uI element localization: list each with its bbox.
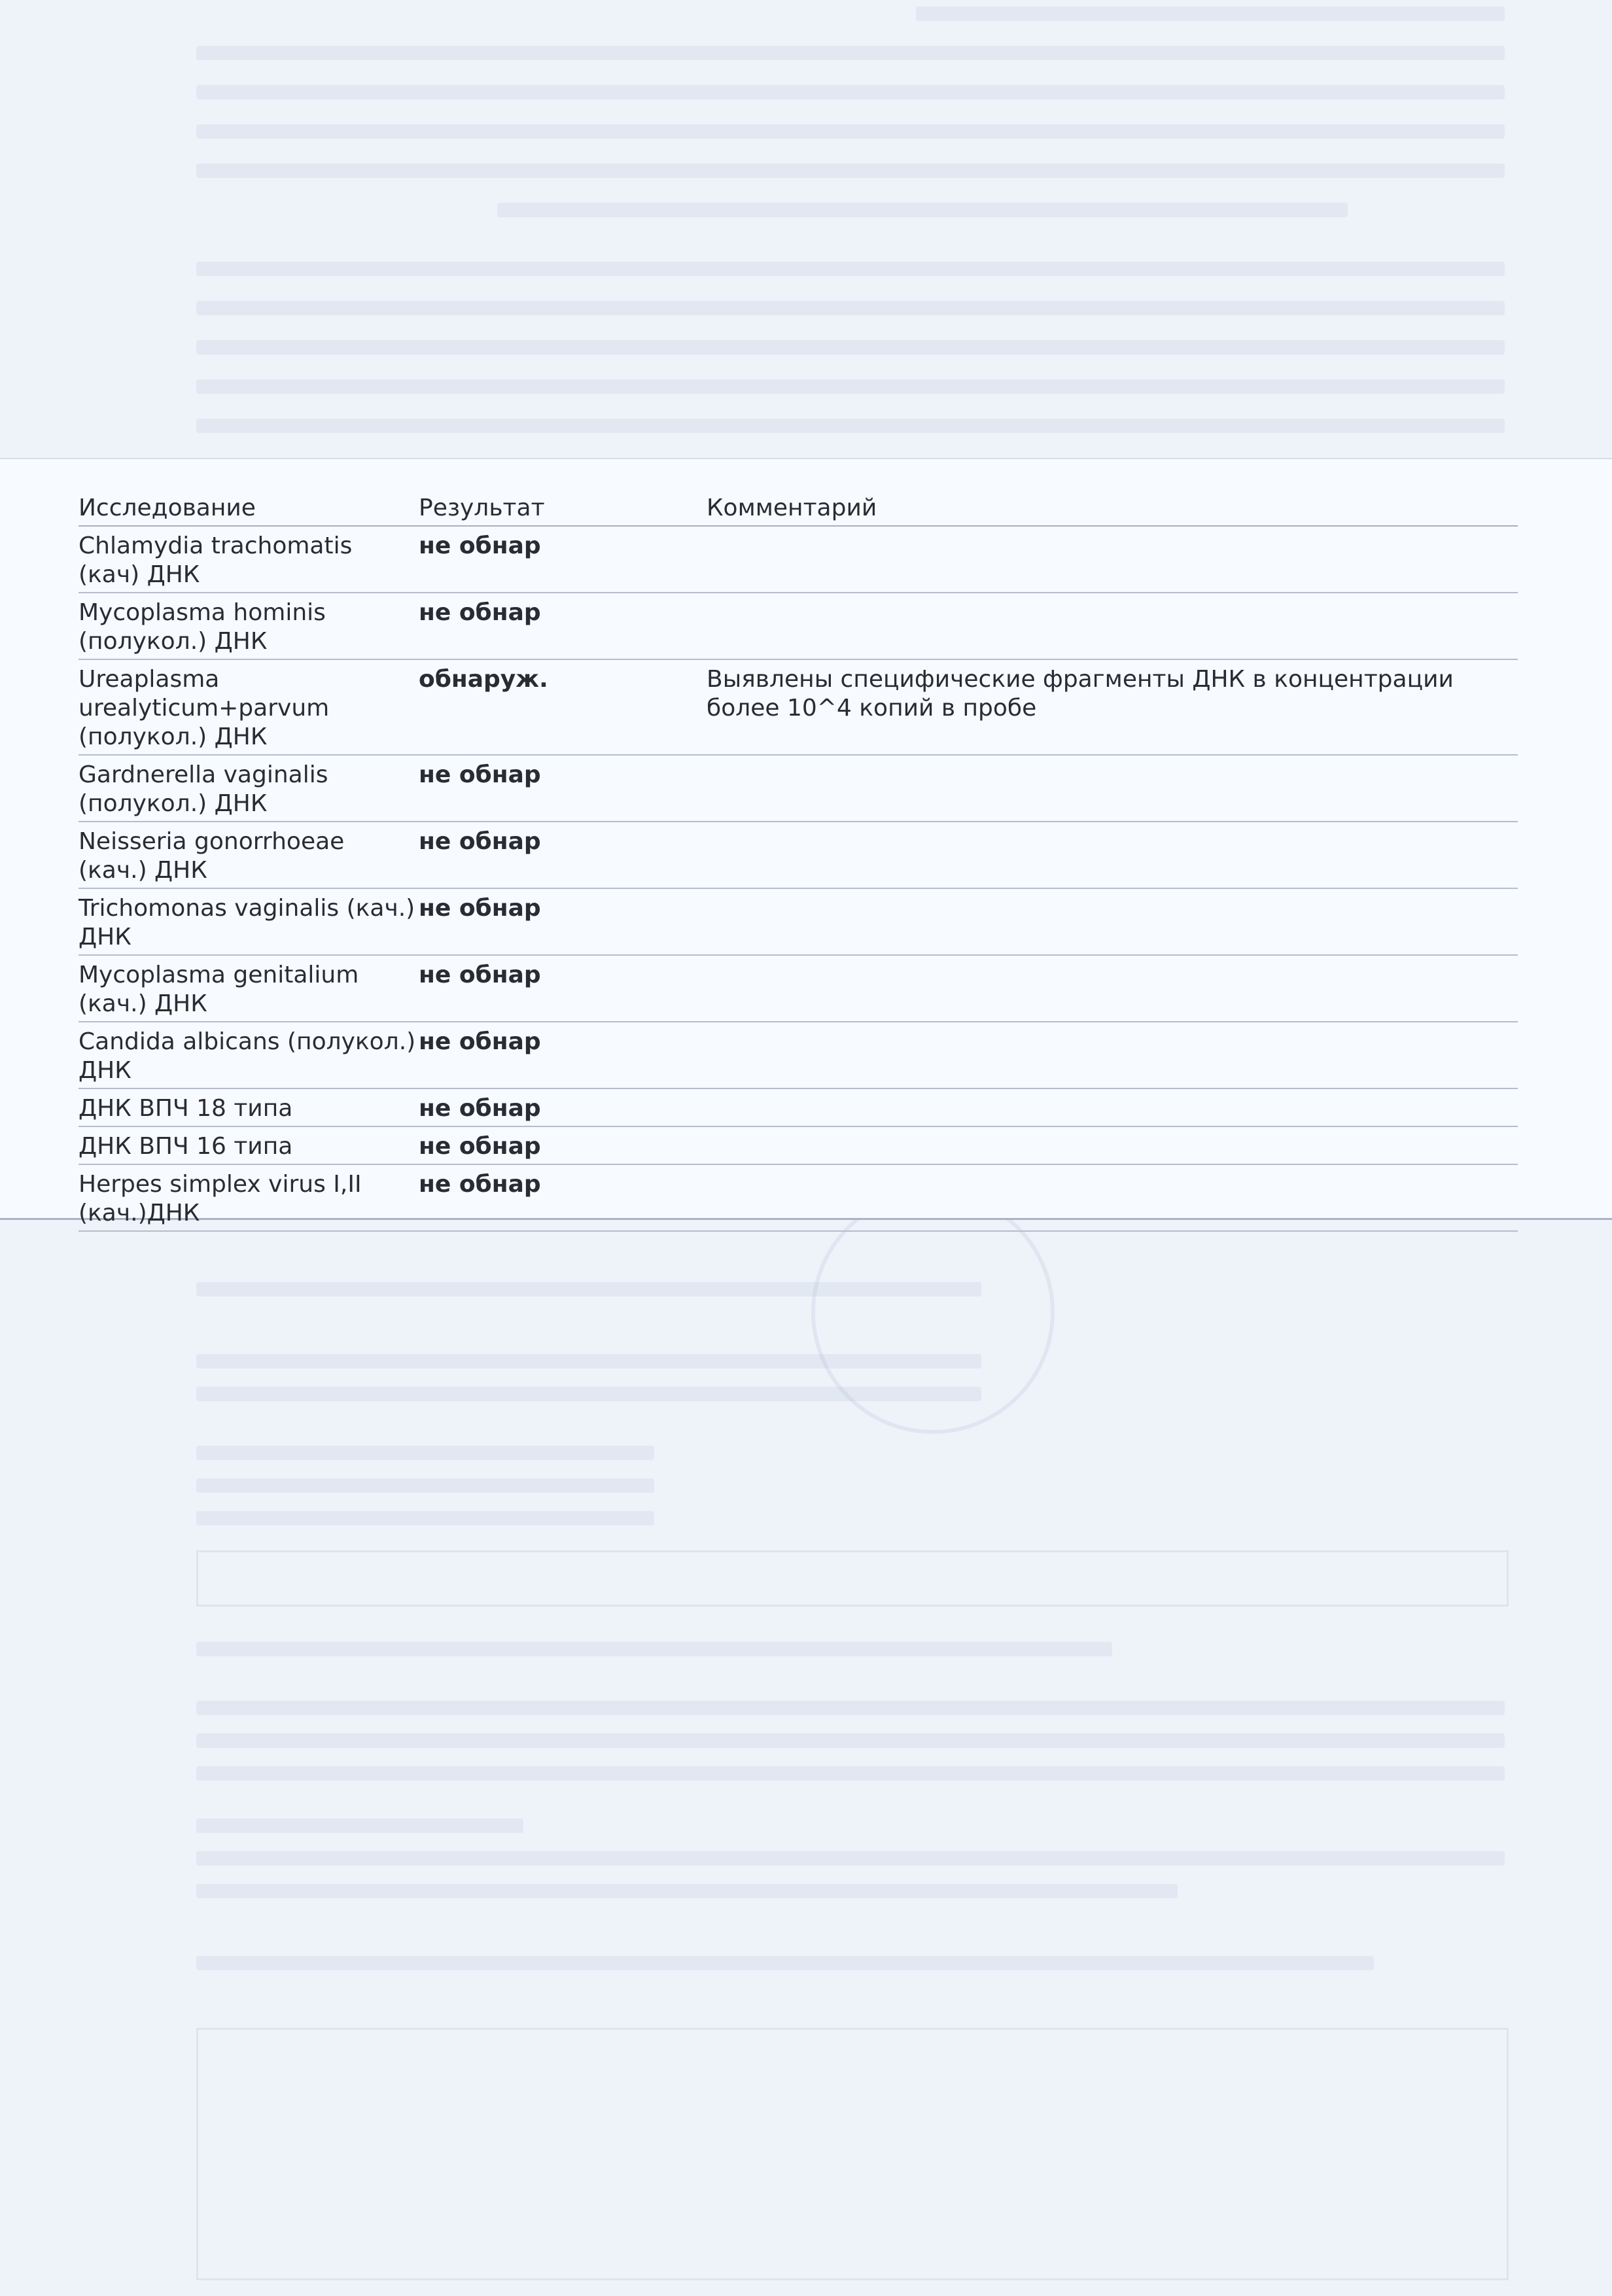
results-table [79, 489, 1518, 1232]
test-comment [707, 827, 1518, 885]
header-comment: Комментарий [707, 495, 877, 521]
header-result: Результат [419, 495, 545, 521]
test-result: не обнар [419, 1133, 541, 1160]
test-name: ДНК ВПЧ 16 типа [79, 1133, 293, 1160]
table-row [79, 1022, 1518, 1089]
test-name: Trichomonas vaginalis (кач.) ДНК [79, 895, 415, 950]
test-name: Ureaplasma urealyticum+parvum (полукол.) ДНК [79, 666, 330, 750]
test-name: Herpes simplex virus I,II (кач.)ДНК [79, 1171, 362, 1226]
test-comment [707, 761, 1518, 818]
test-result: не обнар [419, 532, 541, 559]
table-row [79, 756, 1518, 822]
table-row [79, 822, 1518, 889]
test-comment [707, 1094, 1518, 1123]
test-comment [707, 532, 1518, 589]
test-comment [707, 1132, 1518, 1161]
test-result: не обнар [419, 1171, 541, 1198]
table-header-row [79, 489, 1518, 527]
test-name: Mycoplasma genitalium (кач.) ДНК [79, 962, 359, 1017]
test-name: Gardnerella vaginalis (полукол.) ДНК [79, 761, 328, 817]
test-comment [707, 599, 1518, 656]
test-result: не обнар [419, 895, 541, 922]
test-result: не обнар [419, 761, 541, 788]
test-comment [707, 894, 1518, 952]
test-name: ДНК ВПЧ 18 типа [79, 1095, 293, 1122]
test-name: Mycoplasma hominis (полукол.) ДНК [79, 599, 326, 655]
test-comment [707, 1028, 1518, 1085]
test-comment [707, 1170, 1518, 1228]
table-row [79, 1089, 1518, 1127]
table-row [79, 527, 1518, 593]
test-result: не обнар [419, 599, 541, 626]
table-row [79, 660, 1518, 756]
test-result: не обнар [419, 828, 541, 855]
table-row [79, 593, 1518, 660]
table-row [79, 956, 1518, 1022]
test-comment [707, 961, 1518, 1018]
header-test: Исследование [79, 495, 256, 521]
test-name: Chlamydia trachomatis (кач) ДНК [79, 532, 353, 588]
table-row [79, 1165, 1518, 1232]
test-comment: Выявлены специфические фрагменты ДНК в концентрации более 10^4 копий в пробе [707, 666, 1454, 722]
results-sheet [0, 458, 1612, 1226]
test-result: обнаруж. [419, 666, 548, 693]
table-row [79, 1127, 1518, 1165]
test-name: Neisseria gonorrhoeae (кач.) ДНК [79, 828, 345, 884]
table-body [79, 527, 1518, 1232]
test-result: не обнар [419, 1028, 541, 1055]
test-result: не обнар [419, 962, 541, 988]
test-name: Candida albicans (полукол.) ДНК [79, 1028, 416, 1084]
table-row [79, 889, 1518, 956]
test-result: не обнар [419, 1095, 541, 1122]
